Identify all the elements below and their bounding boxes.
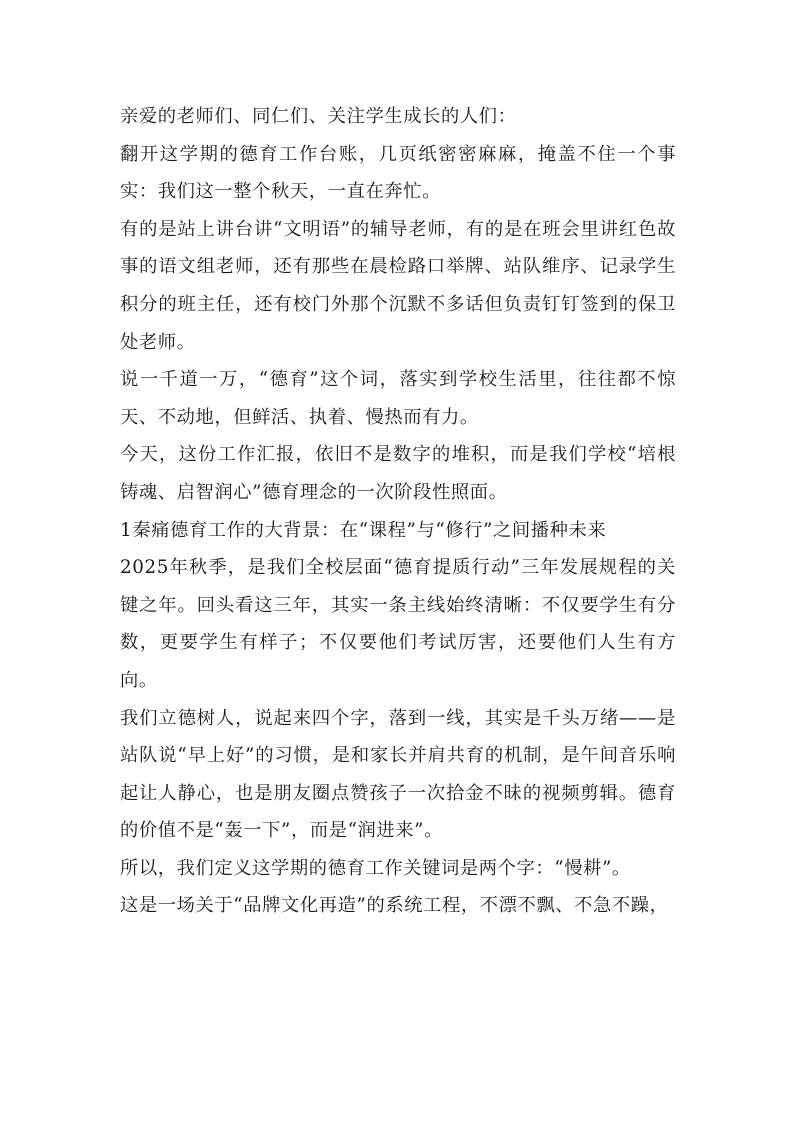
- paragraph: 这是一场关于“品牌文化再造”的系统工程，不漂不飘、不急不躁，: [120, 895, 669, 917]
- paragraph: 有的是站上讲台讲“文明语”的辅导老师，有的是在班会里讲红色故事的语文组老师，还有那些在晨检路口举牌、站队维序、记录学生积分的班主任，还有校门外那个沉默不多话但负责钉钉签到的保卫处老师。: [120, 218, 676, 353]
- paragraph: 翻开这学期的德育工作台账，几页纸密密麻麻，掩盖不住一个事实：我们这一整个秋天，一直在奔忙。: [120, 143, 676, 203]
- paragraph-salutation: 亲爱的老师们、同仁们、关注学生成长的人们：: [120, 106, 517, 127]
- paragraph: 我们立德树人，说起来四个字，落到一线，其实是千头万绪——是站队说“早上好”的习惯，是和家长并肩共育的机制，是午间音乐响起让人静心，也是朋友圈点赞孩子一次拾金不昧的视频剪辑。德育的价值不是“轰一下”，而是“润进来”。: [120, 707, 676, 842]
- paragraph: 所以，我们定义这学期的德育工作关键词是两个字：“慢耕”。: [120, 857, 631, 879]
- paragraph: 说一千道一万，“德育”这个词，落实到学校生活里，往往都不惊天、不动地，但鲜活、执着、慢热而有力。: [120, 369, 676, 428]
- section-heading: 1秦痛德育工作的大背景：在“课程”与“修行”之间播种未来: [120, 519, 607, 541]
- paragraph: 2025年秋季，是我们全校层面“德育提质行动”三年发展规程的关键之年。回头看这三年，其实一条主线始终清晰：不仅要学生有分数，更要学生有样子；不仅要他们考试厉害，还要他们人生有方向。: [120, 557, 676, 691]
- paragraph: 今天，这份工作汇报，依旧不是数字的堆积，而是我们学校“培根铸魂、启智润心”德育理念的一次阶段性照面。: [120, 444, 676, 503]
- document-body: [120, 98, 676, 925]
